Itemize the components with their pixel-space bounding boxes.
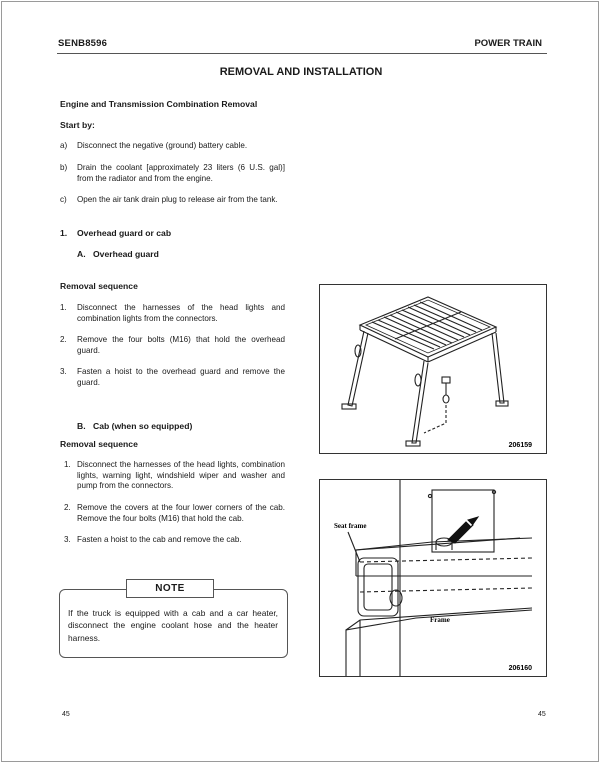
sub-a-label: A. xyxy=(77,249,86,259)
removal-b-item1-label: 1. xyxy=(64,460,71,469)
sub-b-title: Cab (when so equipped) xyxy=(93,421,193,431)
overhead-guard-illustration xyxy=(320,285,546,453)
document-id: SENB8596 xyxy=(58,38,108,49)
removal-b-item2-text: Remove the covers at the four lower corners of the cab. Remove the four bolts (M16) that hold the cab. xyxy=(77,503,285,523)
step1-title: Overhead guard or cab xyxy=(77,228,172,238)
removal-sequence-a-heading: Removal sequence xyxy=(60,281,138,291)
figure2-number: 206160 xyxy=(508,665,532,672)
page-number-right: 45 xyxy=(538,711,546,718)
header-rule xyxy=(57,53,547,54)
removal-b-item3-label: 3. xyxy=(64,535,71,544)
start-by-item-b-label: b) xyxy=(60,163,68,172)
step1-number: 1. xyxy=(60,228,68,238)
note-tag: NOTE xyxy=(126,579,214,598)
figure1-number: 206159 xyxy=(508,442,532,449)
cab-mount-illustration xyxy=(320,480,546,676)
page-number-left: 45 xyxy=(62,711,70,718)
removal-a-item2-text: Remove the four bolts (M16) that hold the overhead guard. xyxy=(77,335,285,355)
section-title: POWER TRAIN xyxy=(474,38,542,49)
sub-a-title: Overhead guard xyxy=(93,249,159,259)
start-by-item-c-label: c) xyxy=(60,195,67,204)
seat-frame-label: Seat frame xyxy=(334,522,367,530)
procedure-title: Engine and Transmission Combination Removal xyxy=(60,99,258,109)
removal-b-item1-text: Disconnect the harnesses of the head lights, combination lights, warning light, windshield wiper and washer and pump from the connectors. xyxy=(77,460,285,491)
removal-sequence-b-heading: Removal sequence xyxy=(60,439,138,449)
removal-b-item3-text: Fasten a hoist to the cab and remove the cab. xyxy=(77,535,242,544)
removal-a-item1-label: 1. xyxy=(60,303,67,312)
removal-a-item3-text: Fasten a hoist to the overhead guard and remove the guard. xyxy=(77,367,285,387)
sub-b-label: B. xyxy=(77,421,86,431)
removal-b-item2-label: 2. xyxy=(64,503,71,512)
removal-a-item3-label: 3. xyxy=(60,367,67,376)
start-by-item-a-label: a) xyxy=(60,141,68,150)
note-text: If the truck is equipped with a cab and a car heater, disconnect the engine coolant hose and the heater harness. xyxy=(68,608,278,643)
page-title: REMOVAL AND INSTALLATION xyxy=(219,66,383,78)
start-by-item-b-text: Drain the coolant [approximately 23 liters (6 U.S. gal)] from the radiator and from the engine. xyxy=(77,163,285,183)
removal-a-item2-label: 2. xyxy=(60,335,67,344)
figure-overhead-guard xyxy=(319,284,547,454)
removal-a-item1-text: Disconnect the harnesses of the head lights and combination lights from the connectors. xyxy=(77,303,285,323)
frame-label: Frame xyxy=(430,616,450,624)
start-by-item-c-text: Open the air tank drain plug to release air from the tank. xyxy=(77,195,278,204)
figure-cab-mount xyxy=(319,479,547,677)
start-by-item-a-text: Disconnect the negative (ground) battery cable. xyxy=(77,141,248,150)
start-by-label: Start by: xyxy=(60,120,95,130)
